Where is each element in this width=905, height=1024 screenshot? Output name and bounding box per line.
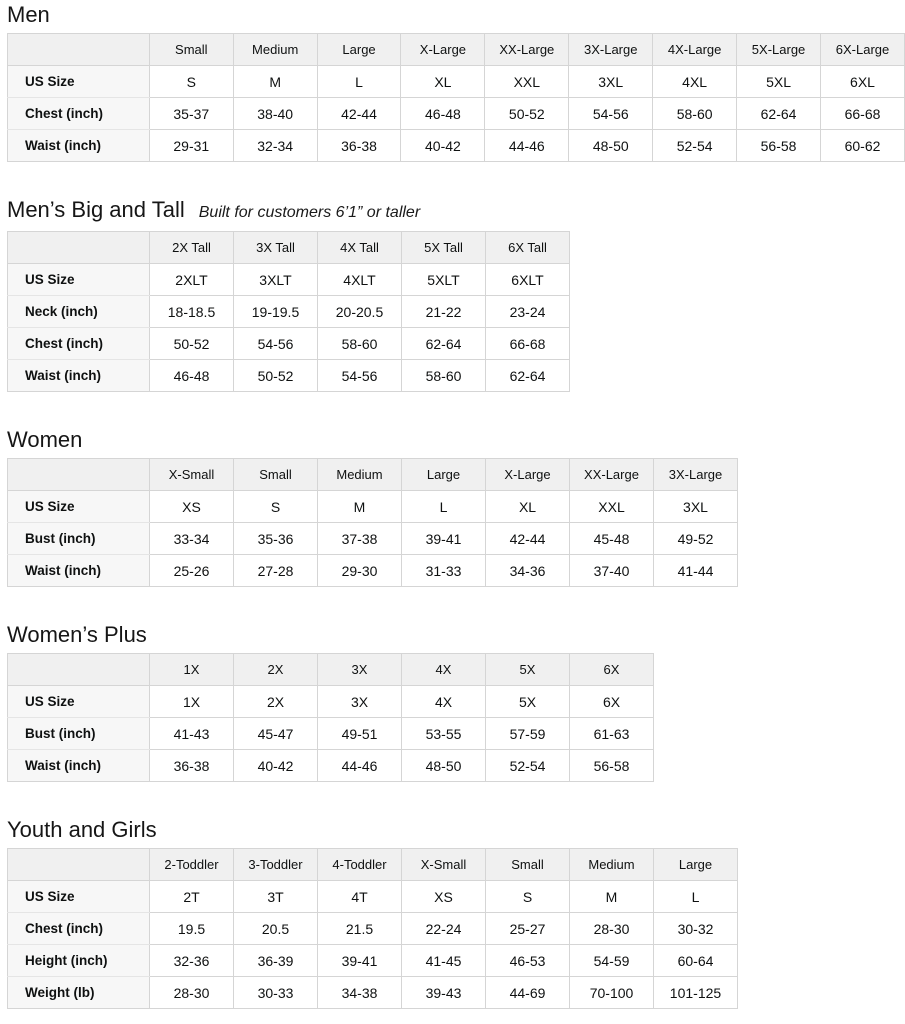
row-label: Waist (inch) [8, 130, 150, 162]
size-cell: 28-30 [150, 977, 234, 1009]
column-header: 2-Toddler [150, 849, 234, 881]
size-cell: 29-31 [149, 130, 233, 162]
size-cell: 39-43 [402, 977, 486, 1009]
size-cell: 5XL [737, 66, 821, 98]
size-cell: 19.5 [150, 913, 234, 945]
size-cell: M [233, 66, 317, 98]
column-header: Medium [233, 34, 317, 66]
size-cell: 50-52 [485, 98, 569, 130]
size-cell: 3XLT [234, 264, 318, 296]
column-header: Large [402, 459, 486, 491]
size-cell: 46-53 [486, 945, 570, 977]
row-label: Height (inch) [8, 945, 150, 977]
row-label: US Size [8, 686, 150, 718]
size-chart-section [7, 622, 905, 782]
size-cell: 36-38 [317, 130, 401, 162]
column-header: X-Small [150, 459, 234, 491]
size-cell: S [486, 881, 570, 913]
size-table [7, 848, 738, 1009]
size-cell: 34-36 [486, 555, 570, 587]
size-cell: 20.5 [234, 913, 318, 945]
size-cell: 21.5 [318, 913, 402, 945]
header-row [8, 849, 738, 881]
size-cell: XL [486, 491, 570, 523]
column-header: X-Small [402, 849, 486, 881]
size-cell: 29-30 [318, 555, 402, 587]
column-header: X-Large [401, 34, 485, 66]
size-cell: 20-20.5 [318, 296, 402, 328]
size-cell: 3T [234, 881, 318, 913]
section-title [7, 2, 905, 27]
table-row [8, 98, 905, 130]
row-label: Bust (inch) [8, 523, 150, 555]
column-header: Large [654, 849, 738, 881]
size-cell: 27-28 [234, 555, 318, 587]
size-cell: 39-41 [318, 945, 402, 977]
size-cell: 52-54 [653, 130, 737, 162]
row-label: Chest (inch) [8, 98, 150, 130]
size-cell: 41-45 [402, 945, 486, 977]
column-header: Large [317, 34, 401, 66]
corner-cell [8, 34, 150, 66]
section-subtitle: Built for customers 6’1” or taller [198, 204, 421, 221]
size-cell: 6X [570, 686, 654, 718]
corner-cell [8, 232, 150, 264]
row-label: Waist (inch) [8, 360, 150, 392]
size-cell: 41-44 [654, 555, 738, 587]
section-title-text: Women [7, 427, 83, 452]
size-cell: 5X [486, 686, 570, 718]
size-chart-section [7, 427, 905, 587]
column-header: Medium [570, 849, 654, 881]
column-header: 4-Toddler [318, 849, 402, 881]
row-label: Waist (inch) [8, 555, 150, 587]
size-cell: 32-36 [150, 945, 234, 977]
size-cell: 2XLT [150, 264, 234, 296]
size-cell: 49-52 [654, 523, 738, 555]
table-row [8, 977, 738, 1009]
size-cell: 54-56 [569, 98, 653, 130]
section-title-text: Men’s Big and Tall [7, 197, 185, 222]
column-header: 6X [570, 654, 654, 686]
column-header: XX-Large [570, 459, 654, 491]
size-cell: XS [402, 881, 486, 913]
size-cell: 45-48 [570, 523, 654, 555]
table-row [8, 328, 570, 360]
size-cell: 25-27 [486, 913, 570, 945]
table-row [8, 945, 738, 977]
size-cell: 58-60 [402, 360, 486, 392]
column-header: X-Large [486, 459, 570, 491]
size-cell: M [318, 491, 402, 523]
size-cell: 56-58 [737, 130, 821, 162]
size-table [7, 458, 738, 587]
size-cell: 25-26 [150, 555, 234, 587]
size-cell: 5XLT [402, 264, 486, 296]
size-cell: 2X [234, 686, 318, 718]
size-cell: 6XLT [486, 264, 570, 296]
size-cell: 101-125 [654, 977, 738, 1009]
size-cell: M [570, 881, 654, 913]
column-header: 3X Tall [234, 232, 318, 264]
table-row [8, 264, 570, 296]
size-cell: L [402, 491, 486, 523]
size-cell: L [317, 66, 401, 98]
size-cell: 61-63 [570, 718, 654, 750]
size-cell: 36-38 [150, 750, 234, 782]
section-title-text: Men [7, 2, 50, 27]
column-header: 2X Tall [150, 232, 234, 264]
size-cell: 48-50 [402, 750, 486, 782]
size-chart-section [7, 817, 905, 1009]
column-header: 3X-Large [569, 34, 653, 66]
size-cell: 3XL [654, 491, 738, 523]
size-cell: 37-40 [570, 555, 654, 587]
size-cell: 50-52 [234, 360, 318, 392]
row-label: Bust (inch) [8, 718, 150, 750]
size-cell: 35-37 [149, 98, 233, 130]
size-cell: 6XL [821, 66, 905, 98]
size-cell: 19-19.5 [234, 296, 318, 328]
size-cell: XXL [485, 66, 569, 98]
size-cell: XS [150, 491, 234, 523]
corner-cell [8, 459, 150, 491]
size-cell: 45-47 [234, 718, 318, 750]
section-title [7, 817, 905, 842]
size-cell: 62-64 [737, 98, 821, 130]
header-row [8, 232, 570, 264]
row-label: Chest (inch) [8, 913, 150, 945]
header-row [8, 459, 738, 491]
size-cell: 62-64 [402, 328, 486, 360]
size-cell: 3X [318, 686, 402, 718]
row-label: US Size [8, 881, 150, 913]
size-cell: 70-100 [570, 977, 654, 1009]
size-cell: 50-52 [150, 328, 234, 360]
column-header: XX-Large [485, 34, 569, 66]
table-row [8, 296, 570, 328]
row-label: Weight (lb) [8, 977, 150, 1009]
section-title-text: Youth and Girls [7, 817, 157, 842]
column-header: 2X [234, 654, 318, 686]
column-header: 1X [150, 654, 234, 686]
size-cell: XXL [570, 491, 654, 523]
section-title-text: Women’s Plus [7, 622, 147, 647]
size-chart-section [7, 197, 905, 392]
size-cell: 58-60 [653, 98, 737, 130]
table-row [8, 913, 738, 945]
size-cell: 44-46 [318, 750, 402, 782]
size-cell: XL [401, 66, 485, 98]
row-label: Chest (inch) [8, 328, 150, 360]
size-table [7, 653, 654, 782]
size-table [7, 33, 905, 162]
table-row [8, 130, 905, 162]
column-header: 6X Tall [486, 232, 570, 264]
size-charts [7, 2, 905, 1009]
size-cell: 30-33 [234, 977, 318, 1009]
column-header: 5X Tall [402, 232, 486, 264]
size-cell: 54-56 [234, 328, 318, 360]
size-cell: 49-51 [318, 718, 402, 750]
size-cell: 44-69 [486, 977, 570, 1009]
table-row [8, 66, 905, 98]
size-cell: 32-34 [233, 130, 317, 162]
row-label: Waist (inch) [8, 750, 150, 782]
row-label: US Size [8, 491, 150, 523]
section-title [7, 427, 905, 452]
size-cell: 46-48 [401, 98, 485, 130]
size-cell: L [654, 881, 738, 913]
size-cell: 18-18.5 [150, 296, 234, 328]
size-cell: 42-44 [486, 523, 570, 555]
size-cell: 21-22 [402, 296, 486, 328]
size-cell: 4XLT [318, 264, 402, 296]
corner-cell [8, 849, 150, 881]
column-header: 3X [318, 654, 402, 686]
size-cell: 4XL [653, 66, 737, 98]
size-cell: 35-36 [234, 523, 318, 555]
size-cell: S [149, 66, 233, 98]
column-header: 5X [486, 654, 570, 686]
row-label: Neck (inch) [8, 296, 150, 328]
size-cell: 3XL [569, 66, 653, 98]
table-row [8, 750, 654, 782]
size-cell: 40-42 [234, 750, 318, 782]
size-cell: 34-38 [318, 977, 402, 1009]
size-cell: 54-59 [570, 945, 654, 977]
table-row [8, 881, 738, 913]
size-cell: 60-62 [821, 130, 905, 162]
size-cell: 28-30 [570, 913, 654, 945]
size-cell: 66-68 [821, 98, 905, 130]
size-cell: 37-38 [318, 523, 402, 555]
size-cell: 46-48 [150, 360, 234, 392]
size-cell: 54-56 [318, 360, 402, 392]
size-table [7, 231, 570, 392]
section-title [7, 197, 905, 225]
size-cell: 53-55 [402, 718, 486, 750]
size-cell: 60-64 [654, 945, 738, 977]
table-row [8, 718, 654, 750]
column-header: 3X-Large [654, 459, 738, 491]
size-cell: 62-64 [486, 360, 570, 392]
size-cell: 66-68 [486, 328, 570, 360]
size-cell: 30-32 [654, 913, 738, 945]
size-cell: 58-60 [318, 328, 402, 360]
size-cell: 2T [150, 881, 234, 913]
size-cell: 1X [150, 686, 234, 718]
size-cell: 39-41 [402, 523, 486, 555]
column-header: Small [486, 849, 570, 881]
column-header: Small [149, 34, 233, 66]
row-label: US Size [8, 264, 150, 296]
size-chart-section [7, 2, 905, 162]
size-cell: 23-24 [486, 296, 570, 328]
size-cell: 4T [318, 881, 402, 913]
size-cell: 56-58 [570, 750, 654, 782]
size-cell: S [234, 491, 318, 523]
row-label: US Size [8, 66, 150, 98]
size-cell: 41-43 [150, 718, 234, 750]
size-cell: 31-33 [402, 555, 486, 587]
size-cell: 48-50 [569, 130, 653, 162]
table-row [8, 360, 570, 392]
size-cell: 42-44 [317, 98, 401, 130]
header-row [8, 34, 905, 66]
table-row [8, 686, 654, 718]
size-cell: 22-24 [402, 913, 486, 945]
header-row [8, 654, 654, 686]
table-row [8, 555, 738, 587]
size-cell: 52-54 [486, 750, 570, 782]
size-cell: 36-39 [234, 945, 318, 977]
column-header: 6X-Large [821, 34, 905, 66]
column-header: 5X-Large [737, 34, 821, 66]
size-cell: 44-46 [485, 130, 569, 162]
size-cell: 57-59 [486, 718, 570, 750]
size-cell: 4X [402, 686, 486, 718]
size-cell: 33-34 [150, 523, 234, 555]
corner-cell [8, 654, 150, 686]
size-cell: 38-40 [233, 98, 317, 130]
column-header: 4X [402, 654, 486, 686]
section-title [7, 622, 905, 647]
column-header: 4X Tall [318, 232, 402, 264]
table-row [8, 523, 738, 555]
column-header: Medium [318, 459, 402, 491]
size-cell: 40-42 [401, 130, 485, 162]
table-row [8, 491, 738, 523]
column-header: Small [234, 459, 318, 491]
column-header: 3-Toddler [234, 849, 318, 881]
column-header: 4X-Large [653, 34, 737, 66]
